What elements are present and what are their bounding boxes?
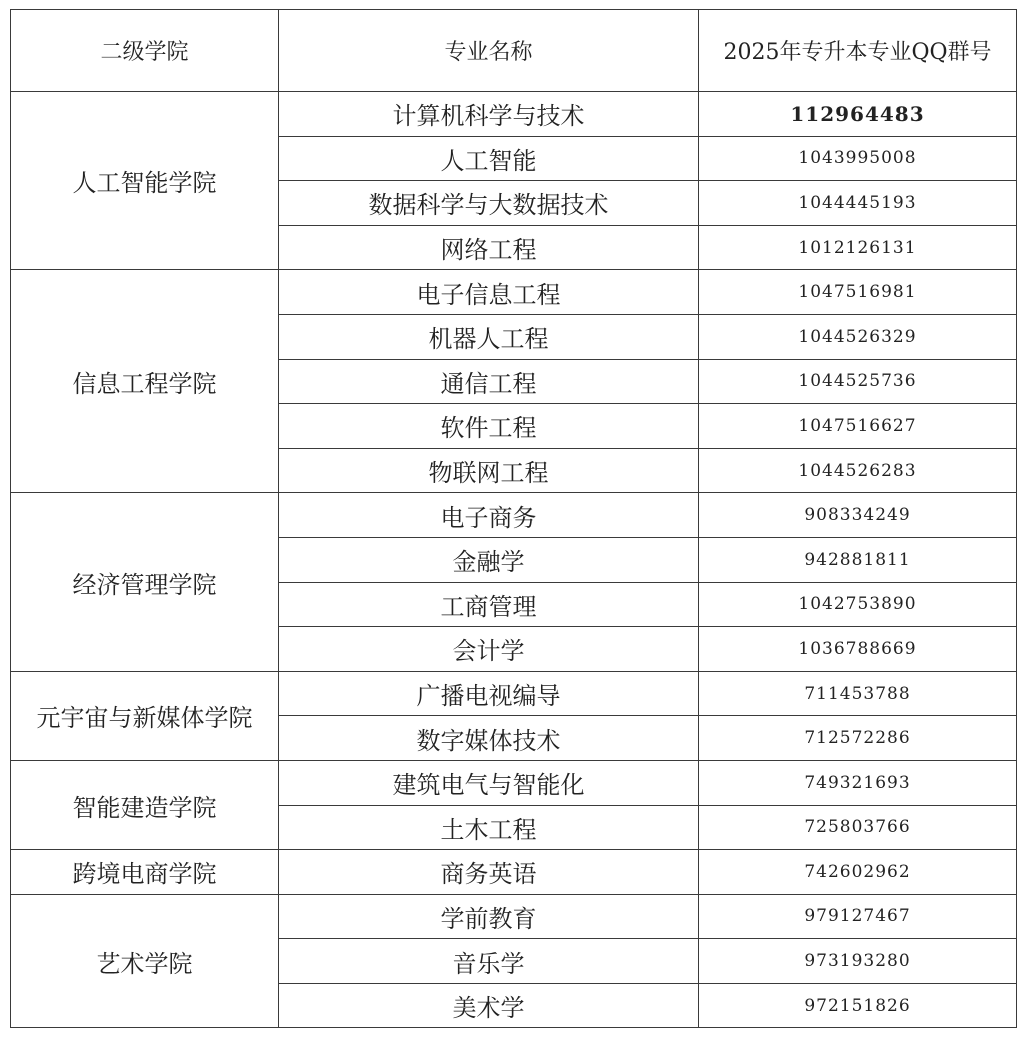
major-cell: 金融学: [279, 537, 699, 582]
table-row: [11, 493, 1017, 538]
major-cell: 学前教育: [279, 894, 699, 939]
qq-number-cell: 112964483: [699, 92, 1017, 137]
qq-number-cell: 908334249: [699, 493, 1017, 538]
major-cell: 软件工程: [279, 404, 699, 449]
qq-number-cell: 742602962: [699, 850, 1017, 895]
qq-number-cell: 942881811: [699, 537, 1017, 582]
college-cell: 信息工程学院: [11, 270, 279, 493]
qq-group-table: [10, 9, 1017, 1028]
college-cell: 经济管理学院: [11, 493, 279, 671]
major-cell: 网络工程: [279, 225, 699, 270]
table-row: [11, 760, 1017, 805]
qq-number-cell: 1044526329: [699, 314, 1017, 359]
major-cell: 建筑电气与智能化: [279, 760, 699, 805]
college-cell: 元宇宙与新媒体学院: [11, 671, 279, 760]
qq-number-cell: 749321693: [699, 760, 1017, 805]
qq-number-cell: 711453788: [699, 671, 1017, 716]
qq-number-cell: 1044445193: [699, 181, 1017, 226]
major-cell: 机器人工程: [279, 314, 699, 359]
major-cell: 数字媒体技术: [279, 716, 699, 761]
major-cell: 会计学: [279, 627, 699, 672]
qq-number-cell: 1044525736: [699, 359, 1017, 404]
table-body: [11, 92, 1017, 1028]
major-cell: 数据科学与大数据技术: [279, 181, 699, 226]
college-cell: 艺术学院: [11, 894, 279, 1028]
major-cell: 美术学: [279, 983, 699, 1028]
qq-number-cell: 1044526283: [699, 448, 1017, 493]
qq-number-cell: 1047516981: [699, 270, 1017, 315]
qq-number-cell: 1012126131: [699, 225, 1017, 270]
major-cell: 工商管理: [279, 582, 699, 627]
major-cell: 人工智能: [279, 136, 699, 181]
major-cell: 计算机科学与技术: [279, 92, 699, 137]
major-cell: 广播电视编导: [279, 671, 699, 716]
header-college: 二级学院: [11, 10, 279, 92]
major-cell: 物联网工程: [279, 448, 699, 493]
qq-number-cell: 712572286: [699, 716, 1017, 761]
college-cell: 智能建造学院: [11, 760, 279, 849]
qq-number-cell: 1042753890: [699, 582, 1017, 627]
major-cell: 土木工程: [279, 805, 699, 850]
major-cell: 电子商务: [279, 493, 699, 538]
college-cell: 跨境电商学院: [11, 850, 279, 895]
header-major: 专业名称: [279, 10, 699, 92]
qq-number-cell: 1043995008: [699, 136, 1017, 181]
major-cell: 通信工程: [279, 359, 699, 404]
table-row: [11, 671, 1017, 716]
college-cell: 人工智能学院: [11, 92, 279, 270]
table-row: [11, 270, 1017, 315]
header-qq: 2025年专升本专业QQ群号: [699, 10, 1017, 92]
major-cell: 音乐学: [279, 939, 699, 984]
qq-number-cell: 725803766: [699, 805, 1017, 850]
qq-number-cell: 973193280: [699, 939, 1017, 984]
major-cell: 商务英语: [279, 850, 699, 895]
table-row: [11, 850, 1017, 895]
table-row: [11, 92, 1017, 137]
major-cell: 电子信息工程: [279, 270, 699, 315]
table-header-row: [11, 10, 1017, 92]
qq-number-cell: 979127467: [699, 894, 1017, 939]
qq-number-cell: 972151826: [699, 983, 1017, 1028]
qq-number-cell: 1047516627: [699, 404, 1017, 449]
qq-number-cell: 1036788669: [699, 627, 1017, 672]
table-row: [11, 894, 1017, 939]
